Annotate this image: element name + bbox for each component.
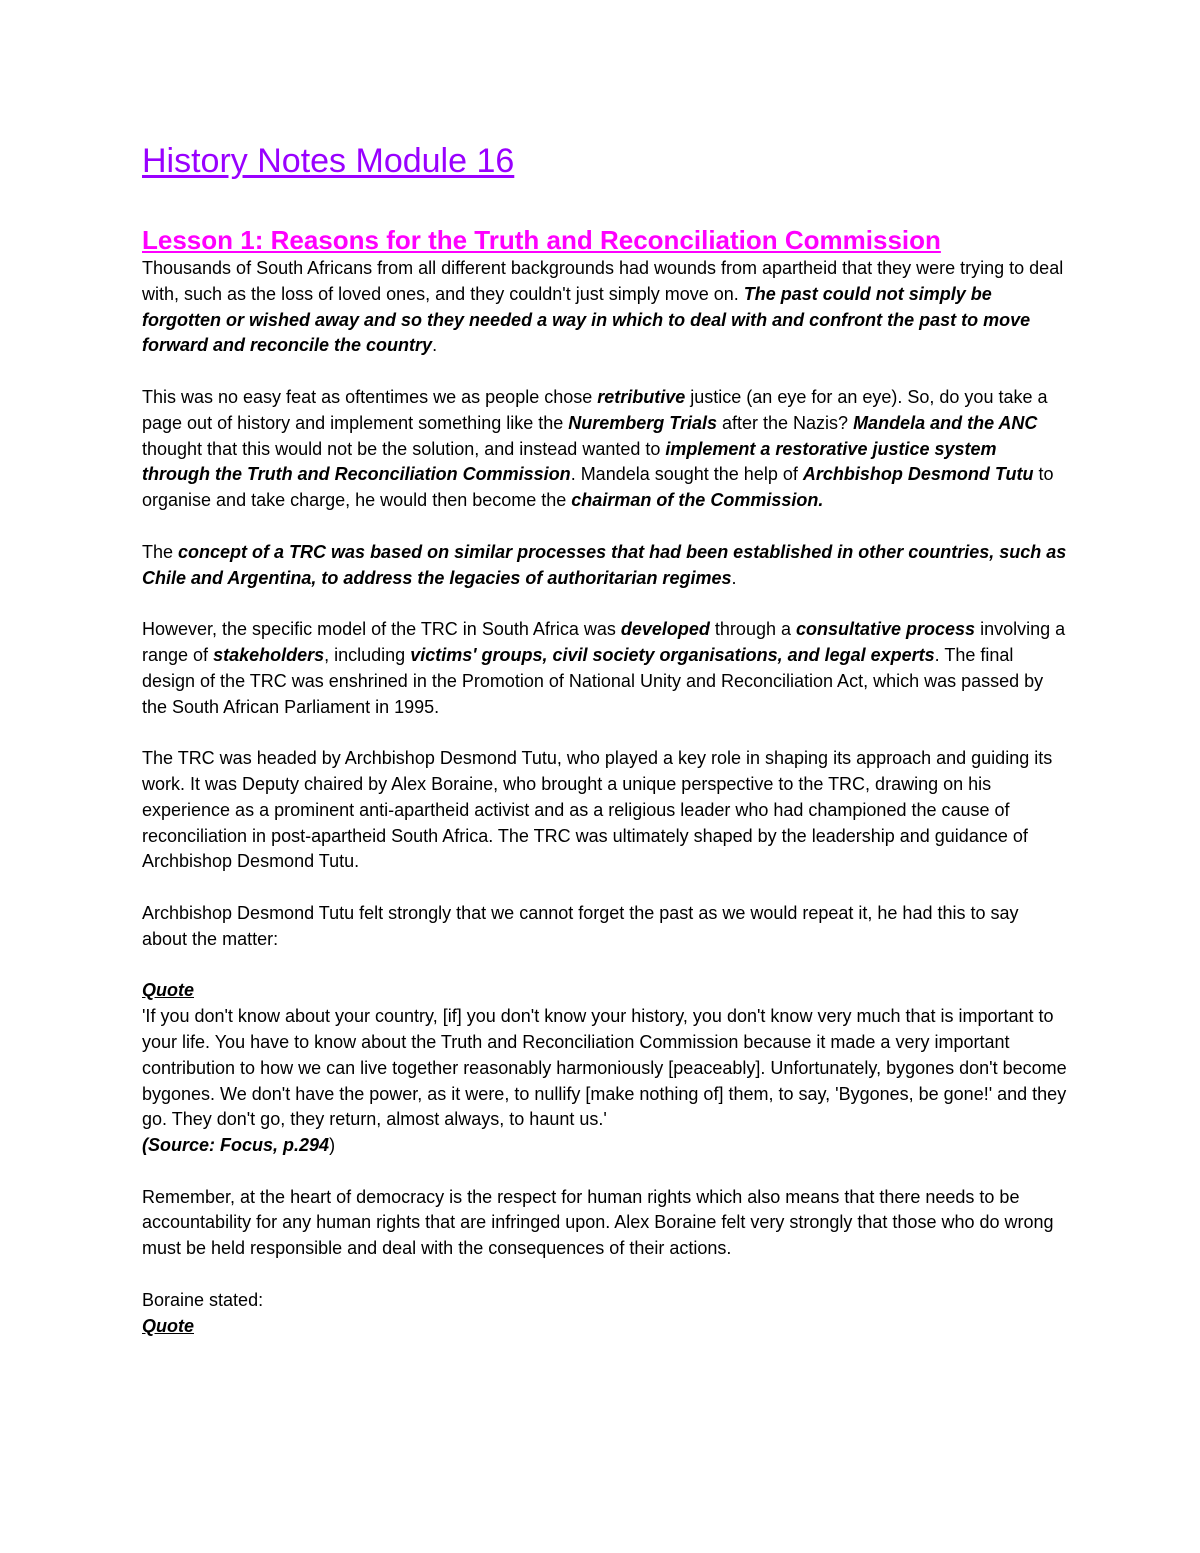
emphasis-text: Nuremberg Trials [568, 412, 717, 433]
emphasis-text: consultative process [795, 619, 976, 640]
emphasis-text: developed [620, 619, 710, 640]
emphasis-text: chairman of the Commission. [571, 490, 824, 511]
document-title: History Notes Module 16 [142, 142, 515, 180]
emphasis-text: stakeholders [213, 644, 325, 665]
source-citation: (Source: Focus, p.294 [142, 1135, 330, 1156]
emphasis-text: concept of a TRC was based on similar processes that had been established in other countries, such as Chile and Argentina, to address the legacies of authoritarian regimes [142, 541, 1067, 588]
text-run: This was no easy feat as oftentimes we as people chose [142, 386, 598, 407]
document-body [142, 138, 1067, 1339]
paragraph-accountability: Remember, at the heart of democracy is the respect for human rights which also means that there needs to be accountability for any human rights that are infringed upon. Alex Boraine felt very strongly that those who do wrong must be held responsible and deal with the consequences of their actions. [142, 1186, 1054, 1259]
quote-text: 'If you don't know about your country, [if] you don't know your history, you don't know very much that is important to your life. You have to know about the Truth and Reconciliation Commission because it made a very important contribution to how we can live together reasonably harmoniously [peaceably]. Unfortunately, bygones don't become bygones. We don't have the power, as it were, to nullify [make nothing of] them, to say, 'Bygones, be gone!' and they go. They don't go, they return, almost always, to haunt us.' [142, 1006, 1067, 1130]
emphasis-text: The past could not simply be forgotten or wished away and so they needed a way in which to deal with and confront the past to move forward and reconcile the country [142, 283, 1031, 356]
text-run: . [731, 567, 737, 588]
paragraph-retributive-justice [142, 385, 1067, 514]
text-run: . The final design of the TRC was enshrined in the Promotion of National Unity and Reconciliation Act, which was passed by the South African Parliament in 1995. [142, 644, 1044, 717]
text-run: . Mandela sought the help of [570, 464, 803, 485]
text-run: justice (an eye for an eye). So, do you take a page out of history and implement something like the [142, 386, 1048, 433]
text-run: to organise and take charge, he would then become the [142, 464, 1054, 511]
quote-source [142, 1133, 1067, 1159]
lesson-heading: Lesson 1: Reasons for the Truth and Reconciliation Commission [142, 225, 941, 255]
text-run: , including [324, 644, 411, 665]
paragraph-boraine-stated: Boraine stated: [142, 1289, 264, 1310]
paragraph-trc-concept [142, 540, 1067, 592]
quote-label-text: Quote [142, 980, 194, 1001]
quote-label-text: Quote [142, 1315, 194, 1336]
text-run: . [432, 335, 438, 356]
paragraph-tutu-intro: Archbishop Desmond Tutu felt strongly that we cannot forget the past as we would repeat it, he had this to say about the matter: [142, 902, 1019, 949]
text-run: ) [329, 1135, 336, 1156]
emphasis-text: implement a restorative justice system through the Truth and Reconciliation Commission [142, 438, 997, 485]
text-run: Thousands of South Africans from all different backgrounds had wounds from apartheid that they were trying to deal with, such as the loss of loved ones, and they couldn't just simply move on. [142, 258, 1064, 304]
text-run: through a [709, 619, 796, 640]
text-run: However, the specific model of the TRC in South Africa was [142, 619, 621, 640]
emphasis-text: Archbishop Desmond Tutu [802, 464, 1034, 485]
emphasis-text: victims' groups, civil society organisations, and legal experts [410, 644, 935, 665]
paragraph-trc-leadership: The TRC was headed by Archbishop Desmond Tutu, who played a key role in shaping its approach and guiding its work. It was Deputy chaired by Alex Boraine, who brought a unique perspective to the TRC, drawing on his experience as a prominent anti-apartheid activist and as a religious leader who had championed the cause of reconciliation in post-apartheid South Africa. The TRC was ultimately shaped by the leadership and guidance of Archbishop Desmond Tutu. [142, 748, 1053, 872]
quote-label-2 [142, 1314, 1067, 1340]
paragraph-intro [142, 256, 1067, 359]
emphasis-text: retributive [597, 386, 686, 407]
text-run: after the Nazis? [716, 412, 854, 433]
text-run: involving a range of [142, 619, 1066, 665]
emphasis-text: Mandela and the ANC [853, 412, 1038, 433]
text-run: thought that this would not be the solution, and instead wanted to [142, 438, 666, 459]
paragraph-trc-model [142, 617, 1067, 720]
quote-label [142, 978, 1067, 1004]
text-run: The [142, 541, 179, 562]
